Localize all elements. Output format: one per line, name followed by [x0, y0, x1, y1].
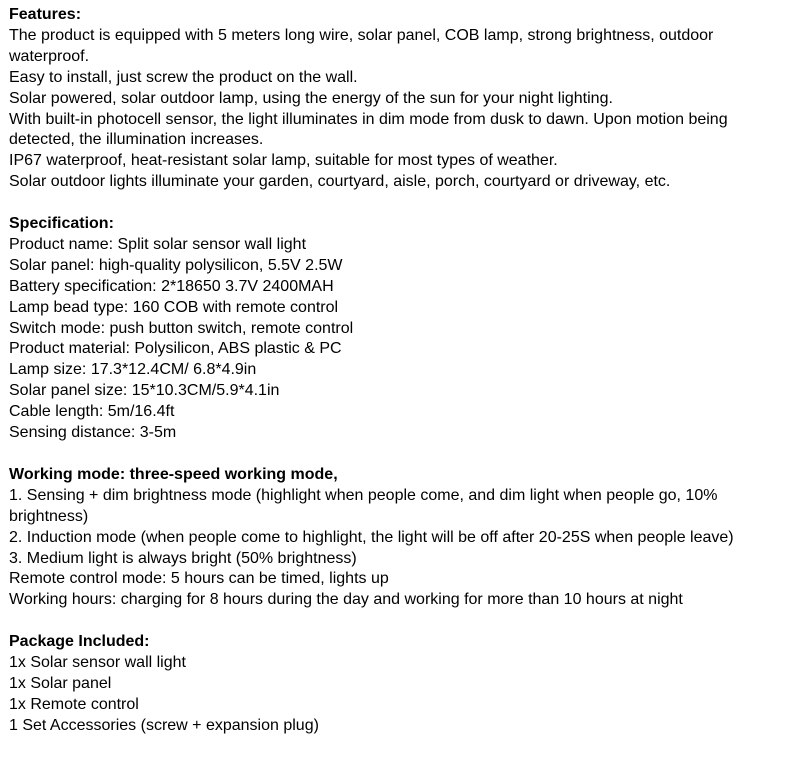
features-item: Easy to install, just screw the product on the wall. [9, 68, 358, 86]
specification-item: Cable length: 5m/16.4ft [9, 403, 175, 421]
working-mode-item: Remote control mode: 5 hours can be timed, lights up [9, 570, 389, 588]
features-item: Solar powered, solar outdoor lamp, using the energy of the sun for your night lighting. [9, 89, 613, 107]
features-item: IP67 waterproof, heat-resistant solar lamp, suitable for most types of weather. [9, 152, 558, 170]
working-mode-item: 3. Medium light is always bright (50% brightness) [9, 549, 357, 567]
working-mode-item: Working hours: charging for 8 hours during the day and working for more than 10 hours at night [9, 591, 683, 609]
package-item: 1x Remote control [9, 695, 139, 713]
specification-item: Sensing distance: 3-5m [9, 424, 177, 442]
features-item: The product is equipped with 5 meters long wire, solar panel, COB lamp, strong brightness, outdoor waterproof. [9, 26, 714, 65]
working-mode-heading: Working mode: three-speed working mode, [9, 465, 338, 483]
features-heading: Features: [9, 6, 82, 23]
package-item: 1x Solar panel [9, 674, 112, 692]
features-item: Solar outdoor lights illuminate your garden, courtyard, aisle, porch, courtyard or driveway, etc. [9, 173, 671, 191]
specification-item: Solar panel size: 15*10.3CM/5.9*4.1in [9, 382, 280, 400]
package-section [9, 632, 794, 737]
specification-item: Lamp size: 17.3*12.4CM/ 6.8*4.9in [9, 361, 257, 379]
features-section [9, 5, 794, 193]
specification-item: Solar panel: high-quality polysilicon, 5.5V 2.5W [9, 256, 343, 274]
working-mode-section [9, 465, 794, 611]
working-mode-item: 1. Sensing + dim brightness mode (highlight when people come, and dim light when people go, 10% brightness) [9, 486, 718, 525]
package-heading: Package Included: [9, 633, 150, 651]
specification-item: Product material: Polysilicon, ABS plastic & PC [9, 340, 342, 358]
specification-item: Battery specification: 2*18650 3.7V 2400MAH [9, 277, 334, 295]
specification-item: Lamp bead type: 160 COB with remote control [9, 298, 339, 316]
product-description [9, 5, 794, 737]
specification-section [9, 214, 794, 444]
package-item: 1 Set Accessories (screw + expansion plug) [9, 716, 319, 734]
package-item: 1x Solar sensor wall light [9, 654, 186, 672]
specification-heading: Specification: [9, 215, 114, 233]
specification-item: Product name: Split solar sensor wall light [9, 235, 307, 253]
features-item: With built-in photocell sensor, the light illuminates in dim mode from dusk to dawn. Upon motion being detected, the illumination increases. [9, 110, 728, 149]
working-mode-item: 2. Induction mode (when people come to highlight, the light will be off after 20-25S when people leave) [9, 528, 734, 546]
specification-item: Switch mode: push button switch, remote control [9, 319, 354, 337]
